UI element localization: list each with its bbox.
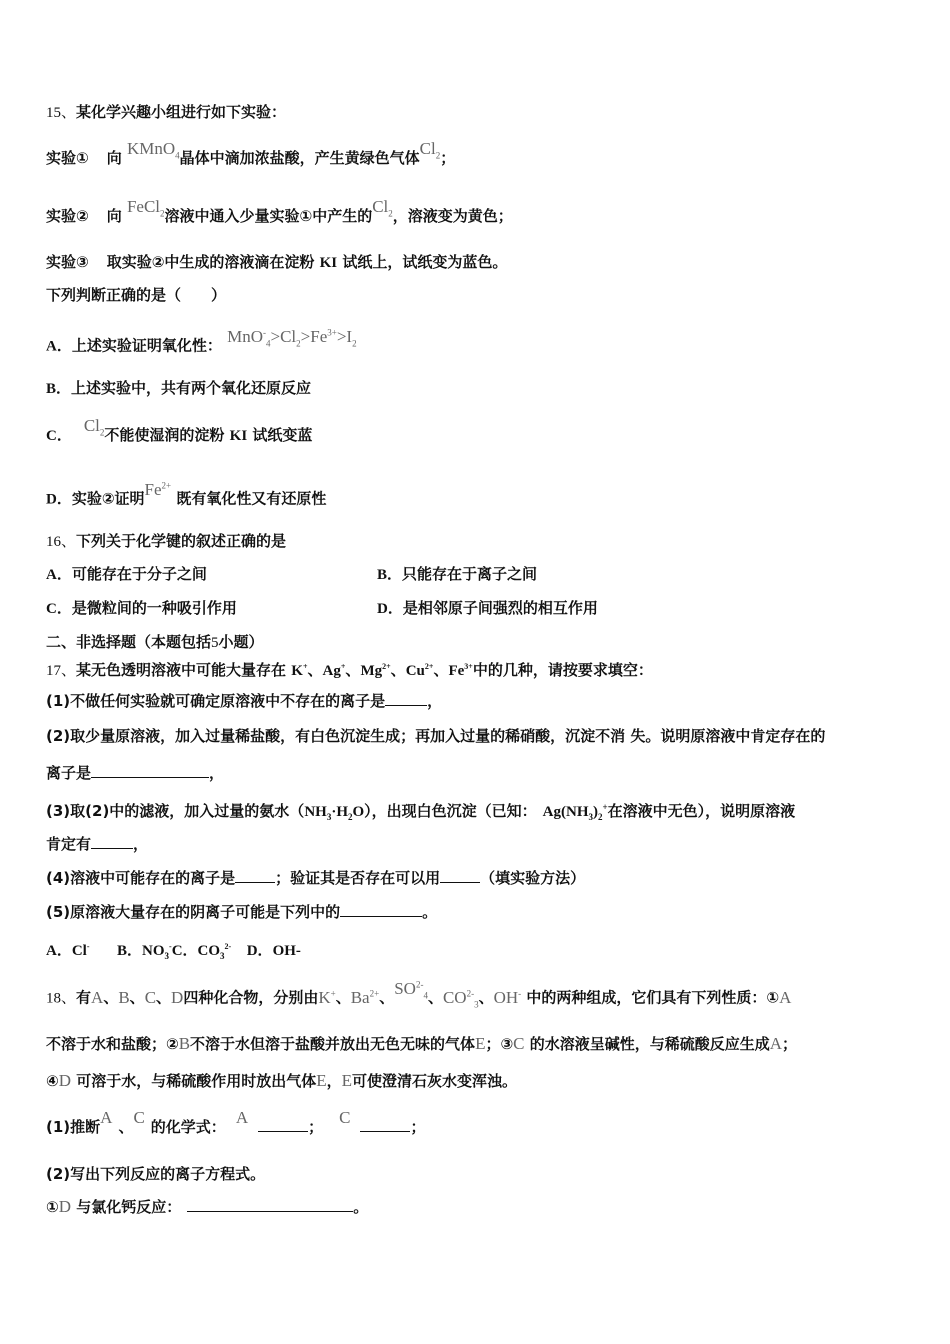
q17-p3-text: (3)取(2)中的滤液，加入过量的氨水（ [46,802,305,820]
option-text: 实验②证明 [71,489,145,508]
q18-stem: 18、有A、B、C、D四种化合物，分别由K+、$Ba^{2+}$、$SO^{2-}_4$、$CO^{2-}_3$、OH- 中的两种组成，它们具有下列性质：①A [46,978,792,1010]
q16-stem-text: 下列关于化学键的叙述正确的是 [76,532,287,550]
ion-k: K+ [318,987,336,1007]
q17-option-b[interactable]: B．$NO_3^-$ [117,942,172,961]
q18-number: 18、 [46,990,77,1007]
compound-b: B [118,987,130,1007]
option-text: 是相邻原子间强烈的相互作用 [402,599,598,617]
formula-fecl2: FeCl$_2$ [126,197,165,219]
q17-part5: (5)原溶液大量存在的阴离子可能是下列中的 。 [46,903,438,921]
answer-blank[interactable] [235,868,275,883]
option-text: 上述实验中，共有两个氧化还原反应 [71,379,312,397]
q18-part2-item1: ①D 与氯化钙反应： 。 [46,1197,369,1216]
option-text: 既有氧化性又有还原性 [176,489,327,508]
q17-p2-text: (2)取少量原溶液，加入过量稀盐酸，有白色沉淀生成；再加入过量的稀硝酸，沉淀不消 失。说明原溶液中肯定存在的 [46,727,826,745]
option-text: 是微粒间的一种吸引作用 [71,599,237,617]
answer-blank[interactable] [440,868,480,883]
option-letter: A． [46,567,72,583]
q17-p4-text: (4)溶液中可能存在的离子是 [46,869,236,887]
formula-cl2: $Cl_2$ [83,416,105,438]
q16-option-c[interactable] [46,598,237,619]
ion-mg: $Mg^{2+}$ [360,662,391,679]
answer-blank[interactable] [91,834,133,849]
q17-part3-cont: 肯定有 ， [46,835,149,853]
section-count: 5 [211,635,219,651]
answer-blank[interactable] [385,691,427,706]
q15-exp2 [46,197,513,232]
exp2-label: 实验② [46,207,89,225]
ion-oh: OH- [493,987,522,1007]
exp2-pre: 向 [106,207,122,225]
formula-cl2: $Cl_2$ [372,197,393,219]
option-letter: B． [46,381,72,397]
option-letter: B． [377,567,403,583]
exp3-pre: 取实验②中生成的溶液滴在淀粉 [106,253,315,271]
q15-question-text: 下列判断正确的是（ ） [46,286,227,304]
q17-part2-cont: 离子是 ， [46,764,225,782]
answer-blank-c[interactable] [360,1117,410,1132]
q17-p2b-text: 离子是 [46,764,92,782]
compound-c: C [144,987,157,1007]
q17-option-d[interactable]: D．OH- [246,943,301,959]
q18-line3: ④D 可溶于水，与稀硫酸作用时放出气体E，E可使澄清石灰水变浑浊。 [46,1071,518,1090]
option-text: 试纸变蓝 [252,426,313,444]
q15-option-a[interactable] [46,326,357,362]
q18-line2: 不溶于水和盐酸；②B不溶于水但溶于盐酸并放出无色无味的气体E；③C 的水溶液呈碱性，与稀硫酸反应生成A； [46,1034,798,1053]
q17-p3-text3: 在溶液中无色），说明原溶液 [607,802,796,820]
ki-text: KI [229,428,248,444]
exp1-end: ； [440,149,456,167]
ion-so4: $SO^{2-}_4$ [394,978,428,1001]
q15-option-b[interactable] [46,378,311,399]
ion-fe: $Fe^{3+}$ [448,662,473,679]
q17-options [46,937,301,966]
q17-part4 [46,868,585,888]
section-2-title [46,632,264,653]
section-title-text: 二、非选择题（本题包括 [46,633,212,651]
q17-stem-post: 中的几种，请按要求填空： [472,661,653,679]
q16-stem [46,531,286,552]
formula-oxidation-order: $MnO^-_4>Cl_2>Fe^{3+}>I_2$ [227,326,357,349]
exp2-mid: 溶液中通入少量实验①中产生的 [164,207,373,225]
q16-option-b[interactable] [377,564,537,585]
q15-stem-text: 某化学兴趣小组进行如下实验： [76,103,287,121]
q18-part2: (2)写出下列反应的离子方程式。 [46,1165,266,1183]
q15-option-d[interactable] [46,479,327,510]
q15-stem [46,102,286,123]
q15-exp3 [46,252,507,273]
q17-number: 17、 [46,663,77,679]
answer-blank[interactable] [91,763,209,778]
q16-option-a[interactable] [46,564,207,585]
q17-p1-text: (1)不做任何实验就可确定原溶液中不存在的离子是 [46,692,386,710]
ion-k: K+ [291,662,308,679]
exp1-label: 实验① [46,149,89,167]
q17-stem-pre: 某无色透明溶液中可能大量存在 [76,661,287,679]
formula-nh3h2o: $NH_3\cdot H_2O$ [304,804,365,822]
option-letter: D． [46,491,72,508]
formula-kmno4: KMnO$_4$ [126,139,180,161]
q17-option-c[interactable]: C．$CO_3^{2-}$ [171,942,232,961]
answer-blank[interactable] [187,1197,353,1212]
q15-exp1 [46,139,456,174]
q18-part1: (1)推断A 、C 的化学式： A ； C ； [46,1108,426,1136]
exp1-mid: 晶体中滴加浓盐酸，产生黄绿色气体 [179,149,420,167]
option-text: 只能存在于离子之间 [402,565,538,583]
q17-stem: 17、某无色透明溶液中可能大量存在 K+、Ag+、$Mg^{2+}$、$Cu^{2+}$、$Fe^{3+}$中的几种，请按要求填空： [46,661,653,679]
formula-cl2: $Cl_2$ [419,139,441,161]
ion-ag: Ag+ [322,662,346,679]
option-letter: C． [46,428,72,444]
exp3-end: 试纸上，试纸变为蓝色。 [342,253,508,271]
q15-question [46,285,226,305]
option-text: 可能存在于分子之间 [71,565,207,583]
ion-cu: $Cu^{2+}$ [405,662,434,679]
formula-agnh32: $Ag(NH_3)_2^+$ [542,802,608,822]
option-text: 上述实验证明氧化性： [71,336,222,355]
q16-number: 16、 [46,534,77,550]
section-title-end: 小题） [218,633,264,651]
q17-p3-text2: ），出现白色沉淀（已知： [364,802,537,820]
option-letter: A． [46,338,72,355]
ki-text: KI [319,255,338,271]
compound-d: D [171,987,184,1007]
answer-blank-a[interactable] [258,1117,308,1132]
answer-blank[interactable] [340,902,422,917]
q17-option-a[interactable]: A．Cl- [46,942,90,959]
q17-p3b-text: 肯定有 [46,835,92,853]
option-text: 不能使湿润的淀粉 [104,426,225,444]
ion-ba: $Ba^{2+}$ [350,987,380,1007]
q17-p4-text3: （填实验方法） [480,869,586,887]
q15-option-c[interactable] [46,416,313,451]
formula-fe2plus: $Fe^{2+}$ [144,479,172,499]
q17-p4-text2: ；验证其是否存在可以用 [275,869,441,887]
exp3-label: 实验③ [46,253,89,271]
q17-part1: (1)不做任何实验就可确定原溶液中不存在的离子是 ， [46,692,443,710]
ion-co3: $CO^{2-}_3$ [442,987,479,1010]
option-letter: D． [377,601,403,617]
exp1-pre: 向 [106,149,122,167]
compound-a: A [91,987,104,1007]
option-letter: C． [46,601,72,617]
q17-part3 [46,797,795,827]
q17-part2 [46,726,825,746]
q16-option-d[interactable] [377,598,598,619]
q17-p5-text: (5)原溶液大量存在的阴离子可能是下列中的 [46,903,341,921]
exp2-end: ，溶液变为黄色； [392,207,513,225]
q15-number: 15、 [46,105,77,121]
